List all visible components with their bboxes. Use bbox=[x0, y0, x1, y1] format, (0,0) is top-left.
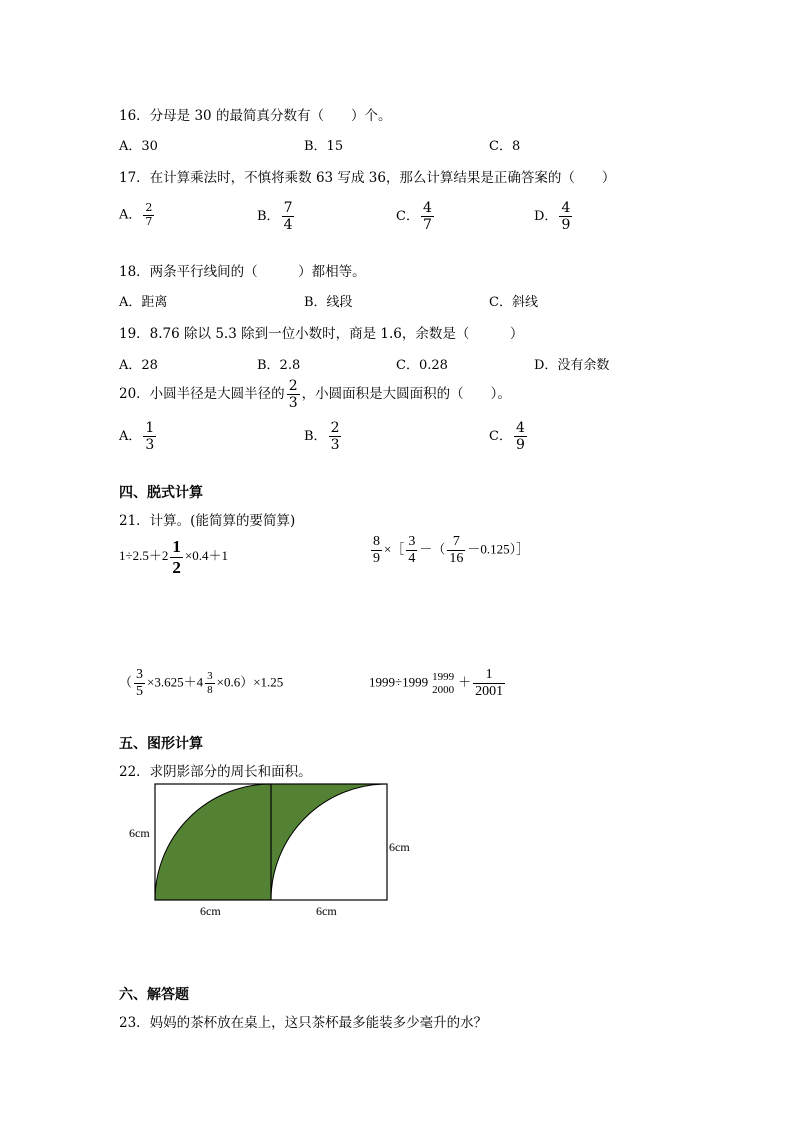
option-label: B． bbox=[257, 209, 280, 225]
q20-option-c bbox=[489, 420, 529, 453]
q18-stem: 18．两条平行线间的（ ）都相等。 bbox=[119, 264, 366, 280]
q16-option-a: A．30 bbox=[119, 139, 158, 154]
q19-option-d: D．没有余数 bbox=[534, 358, 610, 373]
q18-option-a: A．距离 bbox=[119, 295, 168, 310]
option-label: C． bbox=[396, 209, 419, 225]
option-label: C． bbox=[489, 429, 512, 445]
label-bottom-right: 6cm bbox=[316, 904, 337, 918]
expression-2 bbox=[369, 534, 529, 567]
expr2-mid1: ×［ bbox=[384, 541, 405, 557]
option-label: D． bbox=[534, 209, 558, 225]
section-heading-5: 五、图形计算 bbox=[119, 736, 203, 752]
fraction: $\frac{7}{4}$ bbox=[283, 200, 293, 234]
q18-option-b: B．线段 bbox=[304, 295, 353, 310]
shaded-figure bbox=[120, 778, 430, 923]
q19-option-b: B．2.8 bbox=[257, 358, 301, 373]
fraction: $\frac{1}{2}$ bbox=[172, 537, 181, 577]
expr1-post: ×0.4＋1 bbox=[184, 548, 228, 564]
q22-stem: 22．求阴影部分的周长和面积。 bbox=[119, 764, 312, 780]
fraction: $\frac{3}{5}$ bbox=[136, 667, 144, 700]
q17-option-c bbox=[396, 200, 436, 233]
label-bottom-left: 6cm bbox=[200, 904, 221, 918]
fraction: $\frac{8}{9}$ bbox=[373, 534, 380, 567]
q17-stem: 17．在计算乘法时，不慎将乘数 63 写成 36，那么计算结果是正确答案的（ ） bbox=[119, 170, 616, 186]
option-label: B． bbox=[304, 429, 327, 445]
q23-stem: 23．妈妈的茶杯放在桌上，这只茶杯最多能装多少毫升的水？ bbox=[119, 1015, 488, 1031]
q20-option-b bbox=[304, 420, 343, 453]
q17-option-a bbox=[119, 202, 156, 228]
fraction: 1999 2000 bbox=[432, 670, 455, 696]
fraction: $\frac{7}{16}$ bbox=[449, 534, 464, 567]
left-shaded-quarter-circle bbox=[155, 784, 271, 900]
q21-stem: 21．计算。(能简算的要简算) bbox=[119, 513, 296, 529]
fraction: $\frac{2}{3}$ bbox=[330, 420, 340, 454]
fraction: $\frac{3}{4}$ bbox=[408, 534, 416, 567]
q16-option-b: B．15 bbox=[304, 139, 344, 154]
fraction: $\frac{2}{3}$ bbox=[288, 378, 298, 412]
fraction: $\frac{4}{7}$ bbox=[422, 200, 432, 234]
expression-3 bbox=[119, 667, 283, 700]
q16-stem: 16．分母是 30 的最简真分数有（ ）个。 bbox=[119, 108, 392, 124]
expr3-pre: （ bbox=[119, 674, 133, 690]
option-label: A． bbox=[119, 429, 142, 445]
q17-option-b bbox=[257, 200, 296, 233]
label-right: 6cm bbox=[389, 840, 410, 854]
fraction: $\frac{2}{7}$ bbox=[145, 201, 153, 228]
expression-1 bbox=[119, 537, 228, 577]
fraction: $\frac{4}{9}$ bbox=[515, 420, 525, 454]
fraction: $\frac{1}{2001}$ bbox=[475, 667, 504, 700]
fraction: $\frac{1}{3}$ bbox=[145, 420, 155, 454]
q18-option-c: C．斜线 bbox=[489, 295, 538, 310]
q20-stem bbox=[119, 378, 511, 411]
q20-option-a bbox=[119, 420, 158, 453]
expression-4 bbox=[369, 667, 507, 700]
right-shaded-region bbox=[271, 784, 387, 900]
fraction: $\frac{3}{8}$ bbox=[207, 670, 213, 697]
q19-option-c: C．0.28 bbox=[396, 358, 448, 373]
expr3-mid1: ×3.625＋4 bbox=[147, 674, 204, 690]
expr2-mid2: －（ bbox=[419, 541, 446, 557]
expr3-post: ×0.6）×1.25 bbox=[216, 674, 284, 690]
expr1-pre: 1÷2.5＋2 bbox=[119, 548, 169, 564]
label-left: 6cm bbox=[129, 826, 150, 840]
q19-option-a: A．28 bbox=[119, 358, 158, 373]
q19-stem: 19．8.76 除以 5.3 除到一位小数时，商是 1.6，余数是（ ） bbox=[119, 326, 524, 342]
q20-stem-post: ，小圆面积是大圆面积的（ ）。 bbox=[301, 386, 511, 403]
q16-option-c: C．8 bbox=[489, 139, 521, 154]
expr2-post: －0.125）］ bbox=[467, 541, 530, 557]
section-heading-4: 四、脱式计算 bbox=[119, 485, 203, 501]
expr4-pre: 1999÷1999 bbox=[369, 674, 429, 690]
q20-stem-pre: 20．小圆半径是大圆半径的 bbox=[119, 386, 285, 403]
section-heading-6: 六、解答题 bbox=[119, 987, 189, 1003]
option-label: A． bbox=[119, 207, 142, 223]
expr4-mid: ＋ bbox=[458, 674, 472, 690]
fraction: $\frac{4}{9}$ bbox=[561, 200, 571, 234]
q17-option-d bbox=[534, 200, 574, 233]
